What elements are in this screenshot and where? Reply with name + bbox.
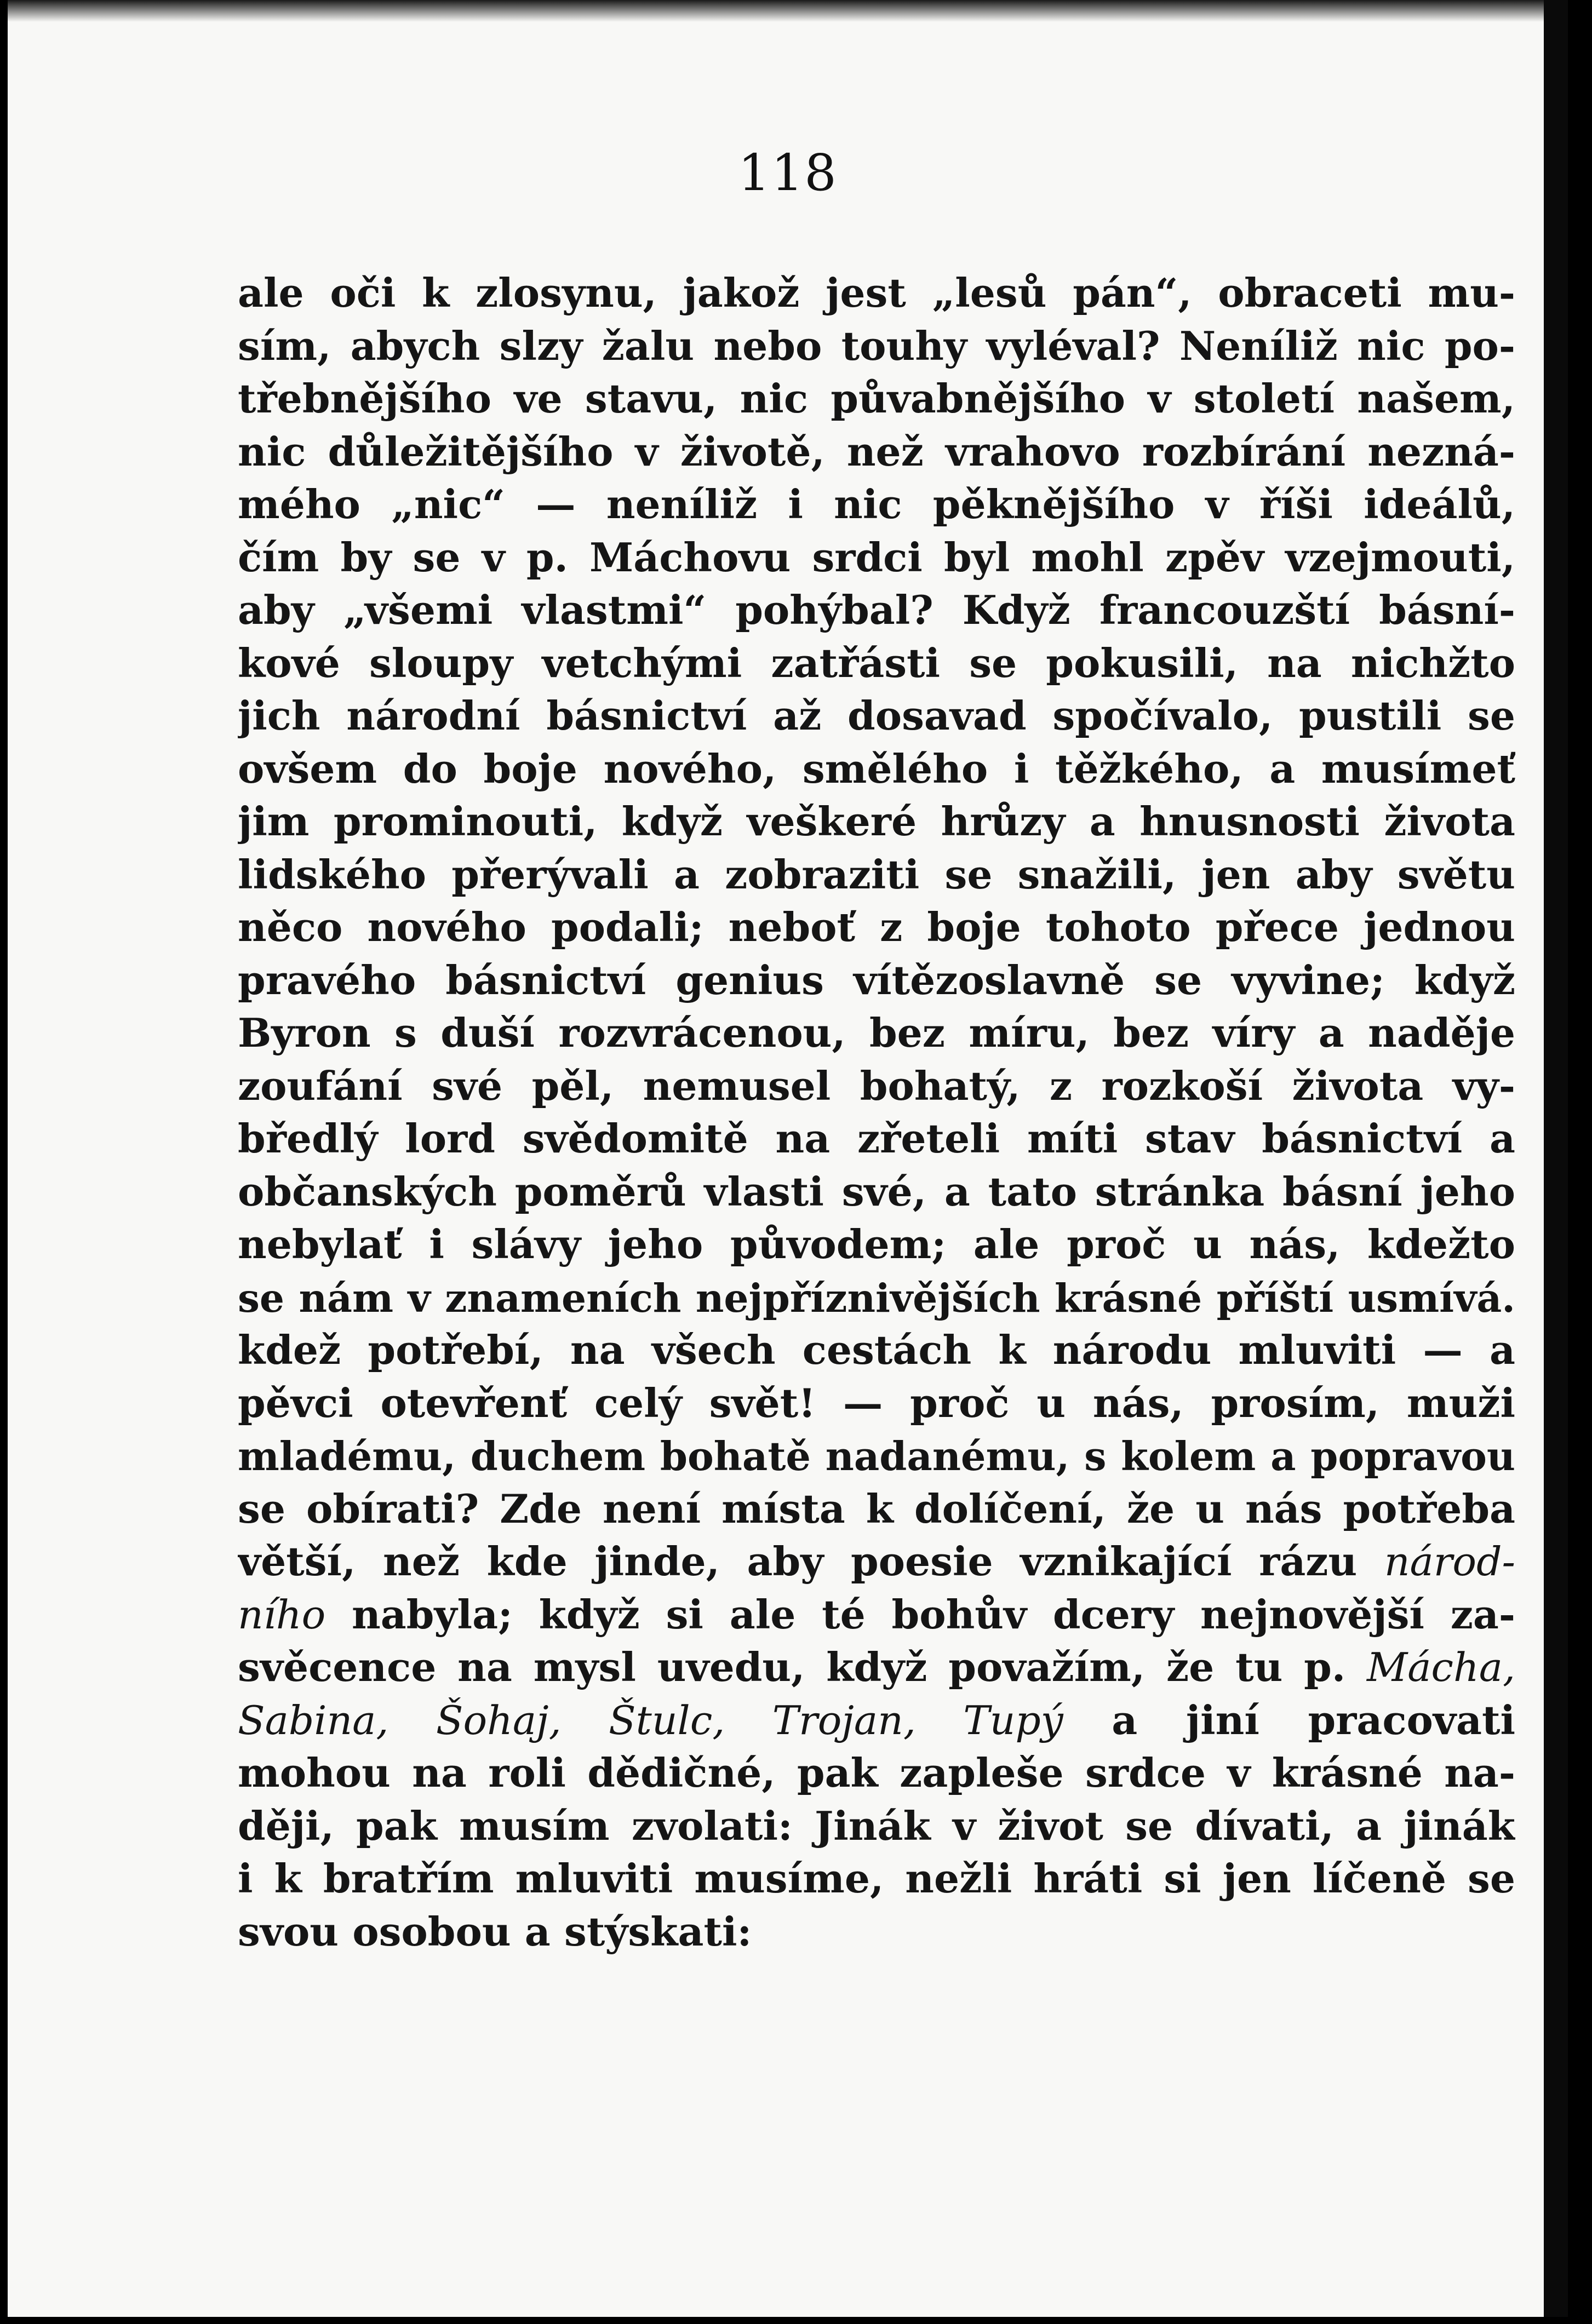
italic-text: Sabina, Šohaj, Štulc, Trojan, Tupý	[238, 1697, 1063, 1744]
text-line: ovšem do boje nového, smělého i těžkého, a musímeť	[238, 745, 1515, 793]
text-line: mladému, duchem bohatě nadanému, s kolem a popravou	[238, 1433, 1515, 1479]
text-line: občanských poměrů vlasti své, a tato stránka básní jeho	[238, 1168, 1515, 1215]
text-line: mohou na roli dědičné, pak zapleše srdce v krásné na-	[238, 1750, 1515, 1797]
scan-edge-shadow	[8, 0, 1568, 22]
page-number: 118	[738, 144, 838, 202]
text-line: aby „všemi vlastmi“ pohýbal? Když francouzští básní-	[238, 587, 1515, 634]
text-line: mého „nic“ — neníliž i nic pěknějšího v říši ideálů,	[238, 481, 1515, 528]
text-line: nebylať i slávy jeho původem; ale proč u nás, kdežto	[238, 1221, 1515, 1268]
text-line: třebnějšího ve stavu, nic půvabnějšího v století našem,	[238, 376, 1515, 422]
text-line: sím, abych slzy žalu nebo touhy vyléval? Neníliž nic po-	[238, 323, 1515, 370]
text-line: se obírati? Zde není místa k dolíčení, že u nás potřeba	[238, 1485, 1515, 1533]
text-line: ale oči k zlosynu, jakož jest „lesů pán“, obraceti mu-	[238, 270, 1515, 317]
text-line: bředlý lord svědomitě na zřeteli míti stav básnictví a	[238, 1116, 1515, 1162]
italic-text: národ-	[1384, 1539, 1515, 1585]
book-page	[8, 0, 1568, 2317]
text-line: jim prominouti, když veškeré hrůzy a hnusnosti života	[238, 799, 1515, 845]
text-line: svěcence na mysl uvedu, když považím, že tu p. Mácha,	[238, 1644, 1515, 1691]
scan-right-border	[1544, 0, 1568, 2317]
text-line: pravého básnictví genius vítězoslavně se vyvine; když	[238, 957, 1515, 1004]
text-line: Byron s duší rozvrácenou, bez míru, bez víry a naděje	[238, 1010, 1515, 1057]
italic-text: Mácha,	[1366, 1645, 1515, 1691]
text-line: ního nabyla; když si ale té bohův dcery nejnovější za-	[238, 1591, 1515, 1638]
italic-text: ního	[238, 1592, 326, 1638]
text-line: se nám v znameních nejpříznivějších krásné příští usmívá.	[238, 1275, 1515, 1321]
text-line: i k bratřím mluviti musíme, nežli hráti si jen líčeně se	[238, 1856, 1515, 1902]
text-line: kové sloupy vetchými zatřásti se pokusili, na nichžto	[238, 640, 1515, 687]
body-text	[238, 267, 1515, 1959]
text-line: větší, než kde jinde, aby poesie vznikající rázu národ-	[238, 1539, 1515, 1585]
text-line: kdež potřebí, na všech cestách k národu mluviti — a	[238, 1327, 1515, 1374]
text-line: Sabina, Šohaj, Štulc, Trojan, Tupý a jiní pracovati	[238, 1697, 1515, 1744]
text-line: ději, pak musím zvolati: Jinák v život se dívati, a jinák	[238, 1803, 1515, 1850]
text-line: jich národní básnictví až dosavad spočívalo, pustili se	[238, 693, 1515, 739]
text-line: pěvci otevřenť celý svět! — proč u nás, prosím, muži	[238, 1380, 1515, 1427]
text-line: čím by se v p. Máchovu srdci byl mohl zpěv vzejmouti,	[238, 534, 1515, 581]
text-line: něco nového podali; neboť z boje tohoto přece jednou	[238, 904, 1515, 951]
text-line: lidského přerývali a zobraziti se snažili, jen aby světu	[238, 851, 1515, 898]
text-line: nic důležitějšího v životě, než vrahovo rozbírání nezná-	[238, 428, 1515, 475]
text-line: svou osobou a stýskati:	[238, 1908, 752, 1955]
text-line: zoufání své pěl, nemusel bohatý, z rozkoší života vy-	[238, 1063, 1515, 1110]
